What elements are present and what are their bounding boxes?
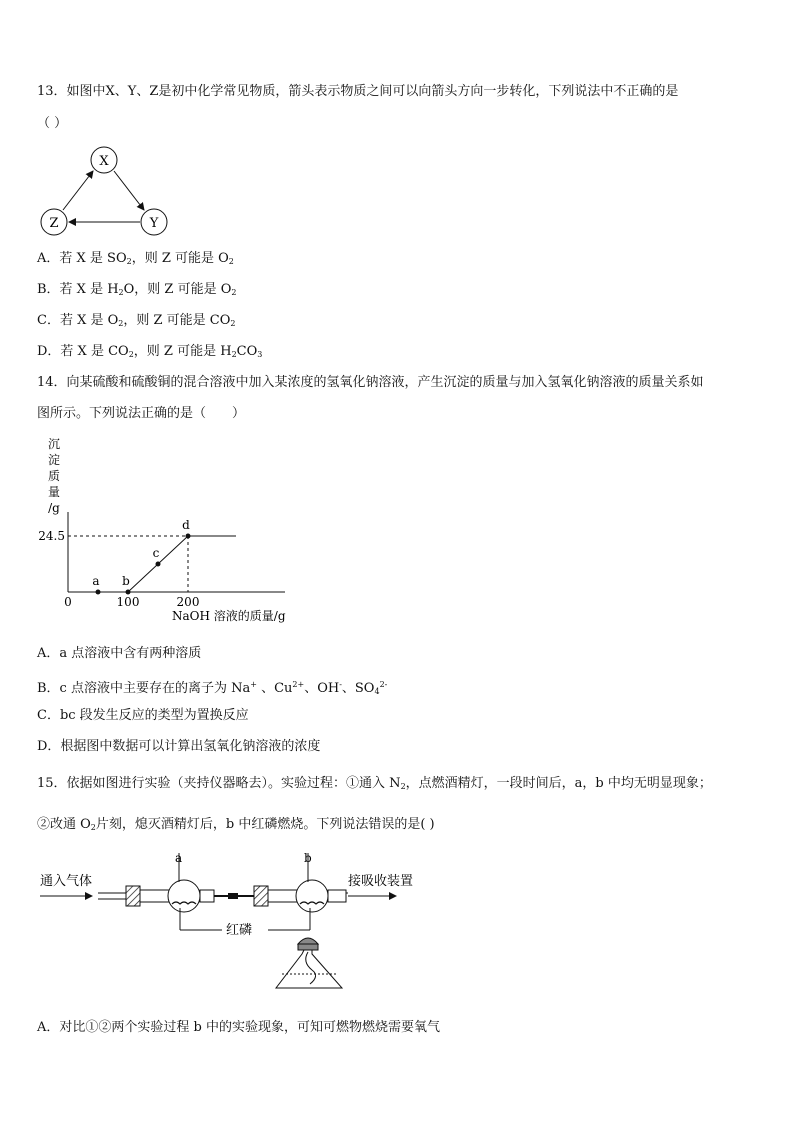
q13-option-d[interactable]: D．若 X 是 $CO_2$，则 Z 可能是 $H_2CO_3$ (37, 344, 263, 359)
x-tick-label: 100 (116, 595, 140, 609)
ylabel-char: 量 (47, 485, 61, 499)
point-a (96, 590, 101, 595)
q15-option-a[interactable]: A．对比①②两个实验过程 b 中的实验现象，可知可燃物燃烧需要氧气 (37, 1020, 440, 1035)
point-d (186, 534, 191, 539)
q13-cycle-diagram (36, 145, 176, 240)
point-b (126, 590, 131, 595)
q14-stem-line1: 14．向某硫酸和硫酸铜的混合溶液中加入某浓度的氢氧化钠溶液，产生沉淀的质量与加入氢氧化钠溶液的质量关系如 (37, 375, 704, 390)
ylabel-char: 沉 (47, 437, 61, 451)
bulb-b (296, 880, 328, 912)
label-b: b (304, 851, 312, 865)
bulb-a (168, 880, 200, 912)
point-label-d: d (182, 518, 190, 532)
q15-stem-line2: ②改通 $O_2$片刻，熄灭酒精灯后，b 中红磷燃烧。下列说法错误的是( ) (37, 817, 435, 832)
q15-apparatus-diagram (36, 848, 436, 1008)
origin-label: 0 (64, 595, 72, 609)
q14-option-a[interactable]: A．a 点溶液中含有两种溶质 (37, 646, 202, 661)
x-axis-label: NaOH 溶液的质量/g (172, 609, 286, 623)
point-label-c: c (152, 546, 160, 560)
q13-option-a[interactable]: A．若 X 是 $SO_2$，则 Z 可能是 $O_2$ (37, 251, 234, 266)
stopper-left-1 (126, 886, 140, 906)
ylabel-char: 质 (47, 469, 61, 483)
q14-option-d[interactable]: D．根据图中数据可以计算出氢氧化钠溶液的浓度 (37, 739, 321, 754)
outlet-label: 接吸收装置 (348, 874, 414, 889)
label-a: a (175, 851, 183, 865)
alcohol-lamp (276, 950, 342, 988)
q15-stem-line1: 15．依据如图进行实验（夹持仪器略去）。实验过程：①通入 $N_2$，点燃酒精灯，一段时间后，a，b 中均无明显现象； (37, 776, 712, 791)
q13-option-b[interactable]: B．若 X 是 $H_2O$，则 Z 可能是 $O_2$ (37, 282, 237, 297)
point-c (156, 562, 161, 567)
q14-option-b[interactable]: B．c 点溶液中主要存在的离子为 Na+ 、$Cu^{2+}$、OH-、$SO_4^{2-}$ (37, 680, 388, 696)
x-tick-label: 200 (176, 595, 200, 609)
q14-stem-line2: 图所示。下列说法正确的是（ ） (37, 406, 246, 421)
q13-answer-paren: （ ） (37, 116, 68, 131)
point-label-b: b (122, 574, 130, 588)
y-tick-label: 24.5 (38, 529, 65, 543)
ylabel-char: /g (48, 501, 60, 515)
node-z-label: Z (49, 216, 59, 231)
phosphorus-label: 红磷 (226, 923, 253, 938)
arrow-z-to-x (63, 171, 93, 210)
q13-stem: 13．如图中X、Y、Z是初中化学常见物质，箭头表示物质之间可以向箭头方向一步转化，下列说法中不正确的是 (37, 84, 679, 99)
q13-option-c[interactable]: C．若 X 是 $O_2$，则 Z 可能是 $CO_2$ (37, 313, 236, 328)
chart-ylabel (48, 437, 60, 515)
chart-points (92, 518, 190, 595)
point-label-a: a (92, 574, 100, 588)
node-x-label: X (99, 154, 109, 169)
node-y-label: Y (149, 216, 159, 231)
q14-precipitate-chart (30, 432, 320, 632)
chart-ticks (38, 529, 199, 609)
inlet-label: 通入气体 (40, 874, 93, 889)
q14-option-c[interactable]: C．bc 段发生反应的类型为置换反应 (37, 708, 249, 723)
lamp-flame (298, 938, 318, 944)
stopper-right (254, 886, 268, 906)
ylabel-char: 淀 (47, 453, 61, 467)
arrow-x-to-y (114, 171, 144, 210)
